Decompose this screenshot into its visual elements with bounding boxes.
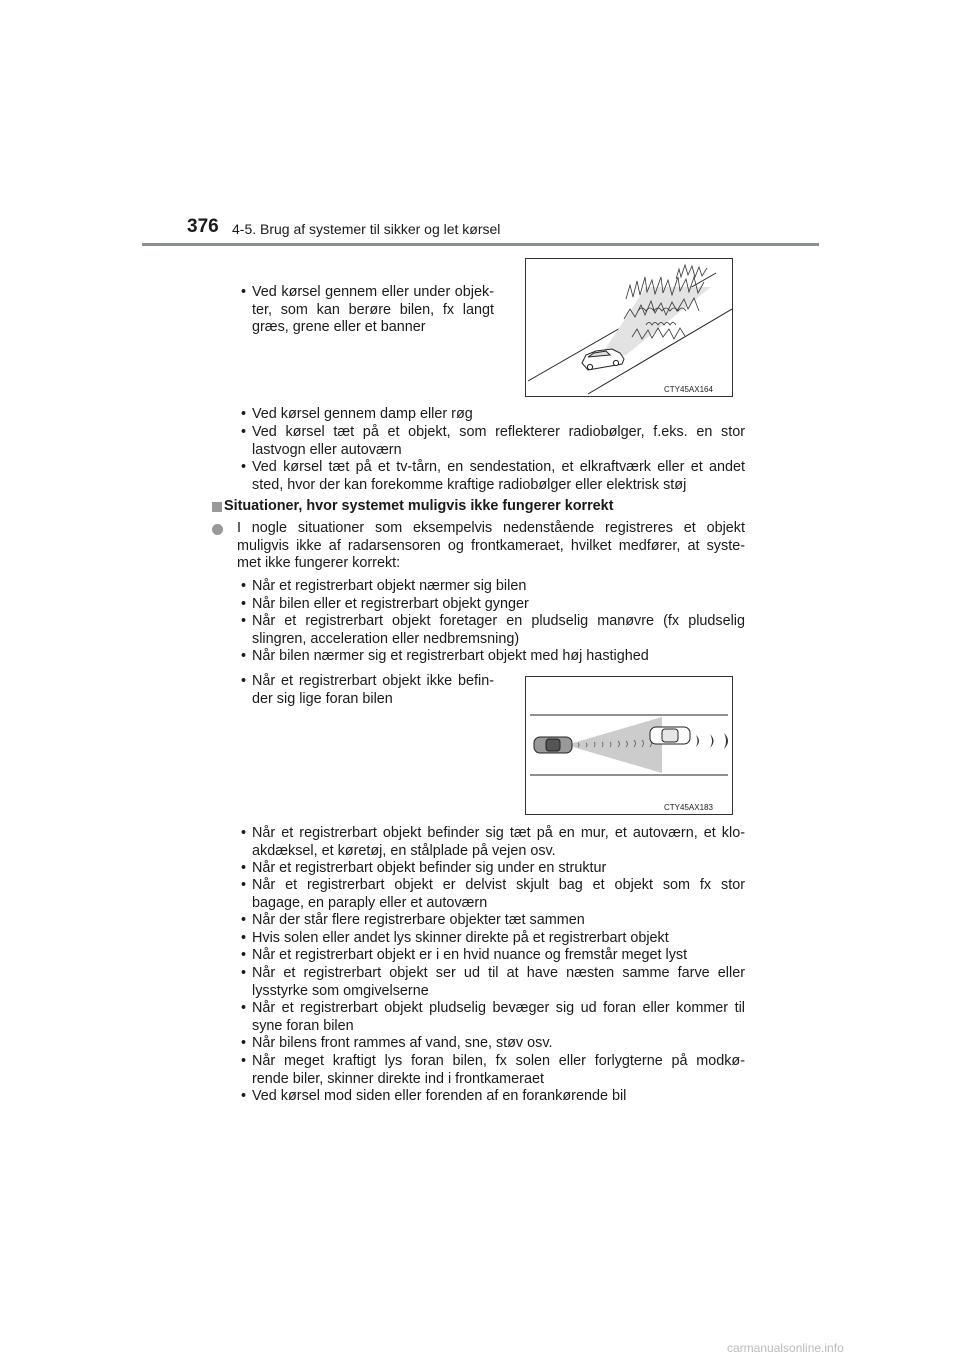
list-item: • Når et registrerbart objekt befinder sig tæt på en mur, et autoværn, et klo- akdæksel, et køretøj, en stålplade på vejen osv. (241, 825, 745, 859)
list-item: • Når meget kraftigt lys foran bilen, fx solen eller forlygterne på modkø- rende biler, skinner direkte ind i frontkameraet (241, 1053, 745, 1087)
list-item: • Når der står flere registrerbare objekter tæt sammen (241, 912, 585, 928)
list-item: • Ved kørsel mod siden eller forenden af en forankørende bil (241, 1088, 627, 1104)
bullet: • (241, 284, 247, 300)
offset-target-drawing (526, 677, 732, 814)
watermark: carmanualsonline.info (727, 1341, 844, 1355)
list-item: • Hvis solen eller andet lys skinner direkte på et registrerbart objekt (241, 930, 669, 946)
list-item: • Når et registrerbart objekt er i en hvid nuance og fremstår meget lyst (241, 947, 688, 963)
section-title: 4-5. Brug af systemer til sikker og let kørsel (232, 221, 501, 237)
paragraph-marker-circle (212, 524, 223, 535)
illustration-offset-target (525, 676, 733, 815)
list-item: • Når bilen eller et registrerbart objekt gynger (241, 596, 529, 612)
list-item: • Når et registrerbart objekt er delvist skjult bag et objekt som fx stor bagage, en paraply eller et autoværn (241, 877, 745, 911)
list-item: • Når et registrerbart objekt nærmer sig bilen (241, 578, 527, 594)
list-item: • Når et registrerbart objekt ser ud til at have næsten samme farve eller lysstyrke som omgivelserne (241, 965, 745, 999)
list-item: • Når bilen nærmer sig et registrerbart objekt med høj hastighed (241, 648, 649, 664)
page-number: 376 (187, 216, 219, 237)
section-heading: Situationer, hvor systemet muligvis ikke fungerer korrekt (224, 498, 614, 514)
list-item: • Når et registrerbart objekt befinder sig under en struktur (241, 860, 607, 876)
list-item: • Ved kørsel gennem damp eller røg (241, 406, 473, 422)
list-item: • Ved kørsel gennem eller under objek- ter, som kan berøre bilen, fx langt græs, grene eller et banner (241, 284, 494, 335)
list-item: • Ved kørsel tæt på et tv-tårn, en sendestation, et elkraftværk eller et andet sted, hvor der kan forekomme kraftige radiobølger eller elektrisk støj (241, 459, 745, 493)
list-item: • Når et registrerbart objekt pludselig bevæger sig ud foran eller kommer til syne foran bilen (241, 1000, 745, 1034)
header-rule (142, 243, 819, 246)
section-marker-square (212, 502, 222, 512)
figure-code: CTY45AX183 (664, 803, 713, 812)
list-item: • Når et registrerbart objekt ikke befin- der sig lige foran bilen (241, 673, 494, 707)
list-item: • Ved kørsel tæt på et objekt, som reflekterer radiobølger, f.eks. en stor lastvogn eller autoværn (241, 424, 745, 458)
illustration-car-vegetation (525, 258, 733, 397)
intro-paragraph: I nogle situationer som eksempelvis nedenstående registreres et objekt muligvis ikke af radarsensoren og frontkameraet, hvilket medfører, at syste- met ikke fungerer korrekt: (237, 520, 745, 571)
car-vegetation-drawing (526, 259, 732, 396)
list-item: • Når bilens front rammes af vand, sne, støv osv. (241, 1035, 553, 1051)
figure-code: CTY45AX164 (664, 385, 713, 394)
list-item: • Når et registrerbart objekt foretager en pludselig manøvre (fx pludselig slingren, acceleration eller nedbremsning) (241, 613, 745, 647)
